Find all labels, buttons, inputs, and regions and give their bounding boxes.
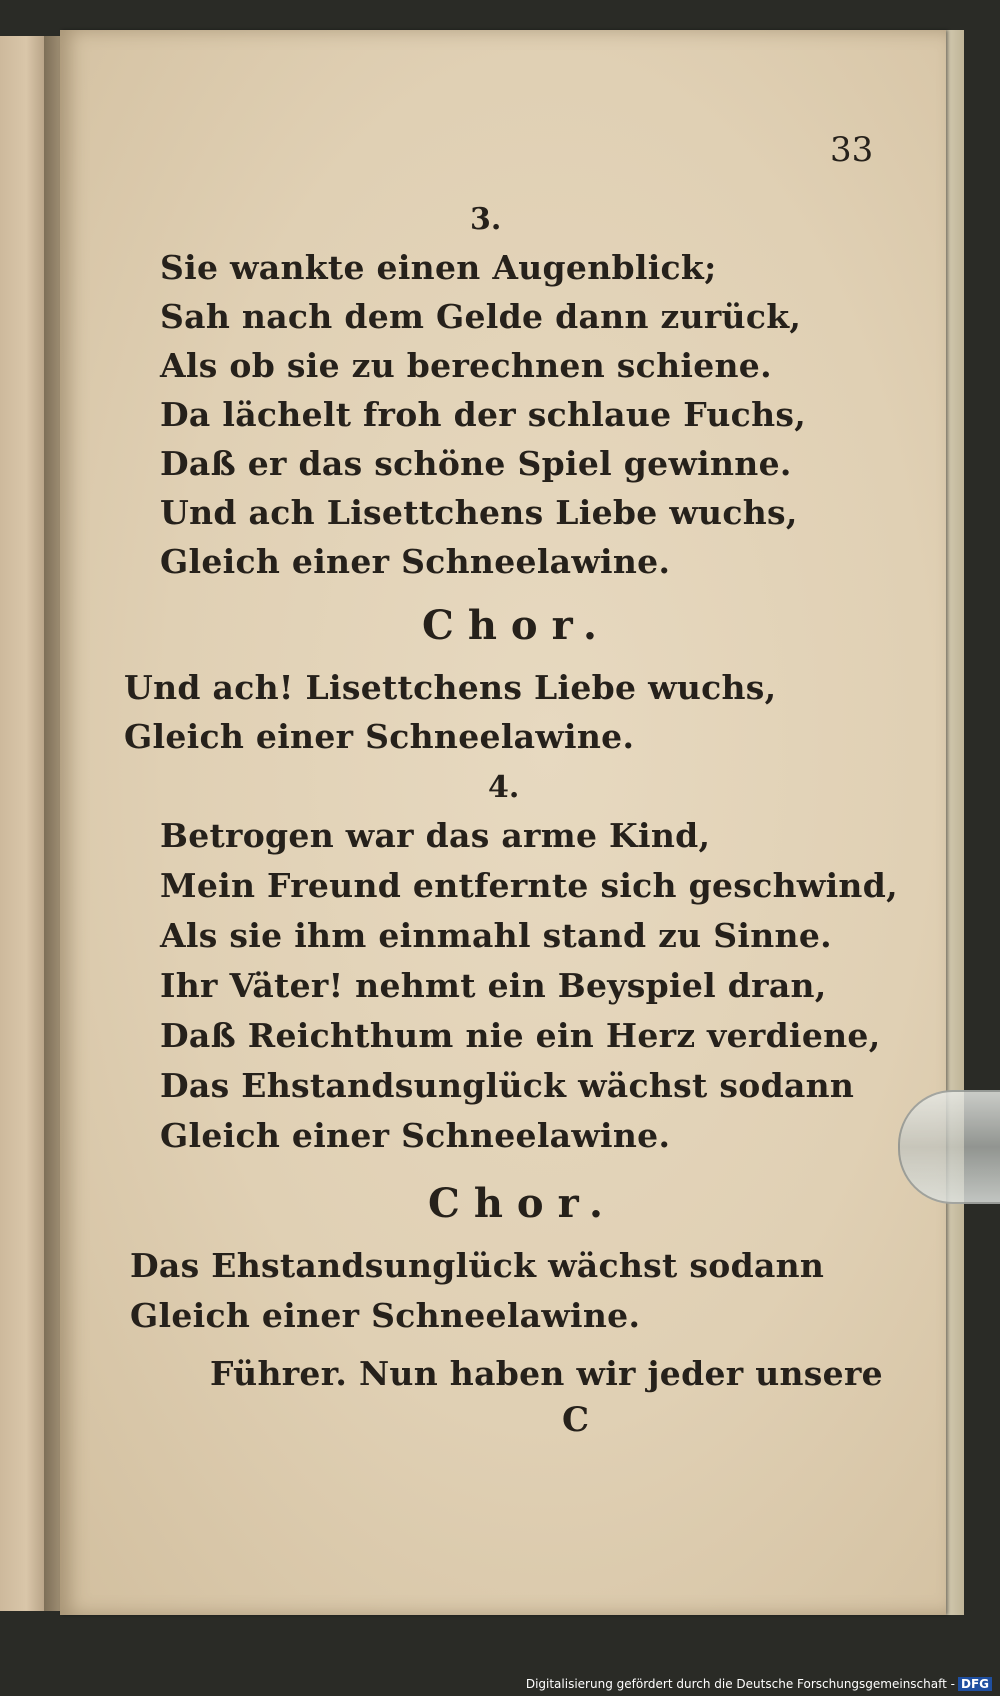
dfg-logo: DFG [958, 1677, 992, 1691]
chorus-line: Und ach! Lisettchens Liebe wuchs, [124, 668, 777, 707]
verse-line: Das Ehstandsunglück wächst sodann [160, 1066, 855, 1105]
signature-mark: C [562, 1400, 590, 1440]
credit-text: Digitalisierung gefördert durch die Deutsche Forschungsgemeinschaft - [525, 1677, 955, 1691]
verse-line: Daß er das schöne Spiel gewinne. [160, 444, 792, 483]
page-clip [898, 1090, 1000, 1204]
verse-line: Mein Freund entfernte sich geschwind, [160, 866, 898, 905]
chorus-heading: Chor. [428, 1180, 617, 1227]
verse-line: Betrogen war das arme Kind, [160, 816, 711, 855]
verse-line: Und ach Lisettchens Liebe wuchs, [160, 493, 798, 532]
chorus-line: Das Ehstandsunglück wächst sodann [130, 1246, 825, 1285]
chorus-line: Gleich einer Schneelawine. [130, 1296, 641, 1335]
page-number: 33 [830, 130, 874, 170]
verse-line: Da lächelt froh der schlaue Fuchs, [160, 395, 807, 434]
verse-line: Gleich einer Schneelawine. [160, 1116, 671, 1155]
closing-line: Führer. Nun haben wir jeder unsere [210, 1354, 883, 1393]
previous-page-edge [0, 36, 46, 1611]
stanza-number: 3. [470, 202, 502, 237]
verse-line: Als ob sie zu berechnen schiene. [160, 346, 772, 385]
book-page [60, 30, 946, 1615]
verse-line: Gleich einer Schneelawine. [160, 542, 671, 581]
verse-line: Daß Reichthum nie ein Herz verdiene, [160, 1016, 881, 1055]
verse-line: Sie wankte einen Augenblick; [160, 248, 717, 287]
digitization-credit [524, 1676, 994, 1692]
chorus-heading: Chor. [422, 602, 611, 649]
verse-line: Ihr Väter! nehmt ein Beyspiel dran, [160, 966, 827, 1005]
stanza-number: 4. [488, 770, 520, 805]
chorus-line: Gleich einer Schneelawine. [124, 717, 635, 756]
verse-line: Sah nach dem Gelde dann zurück, [160, 297, 802, 336]
verse-line: Als sie ihm einmahl stand zu Sinne. [160, 916, 832, 955]
